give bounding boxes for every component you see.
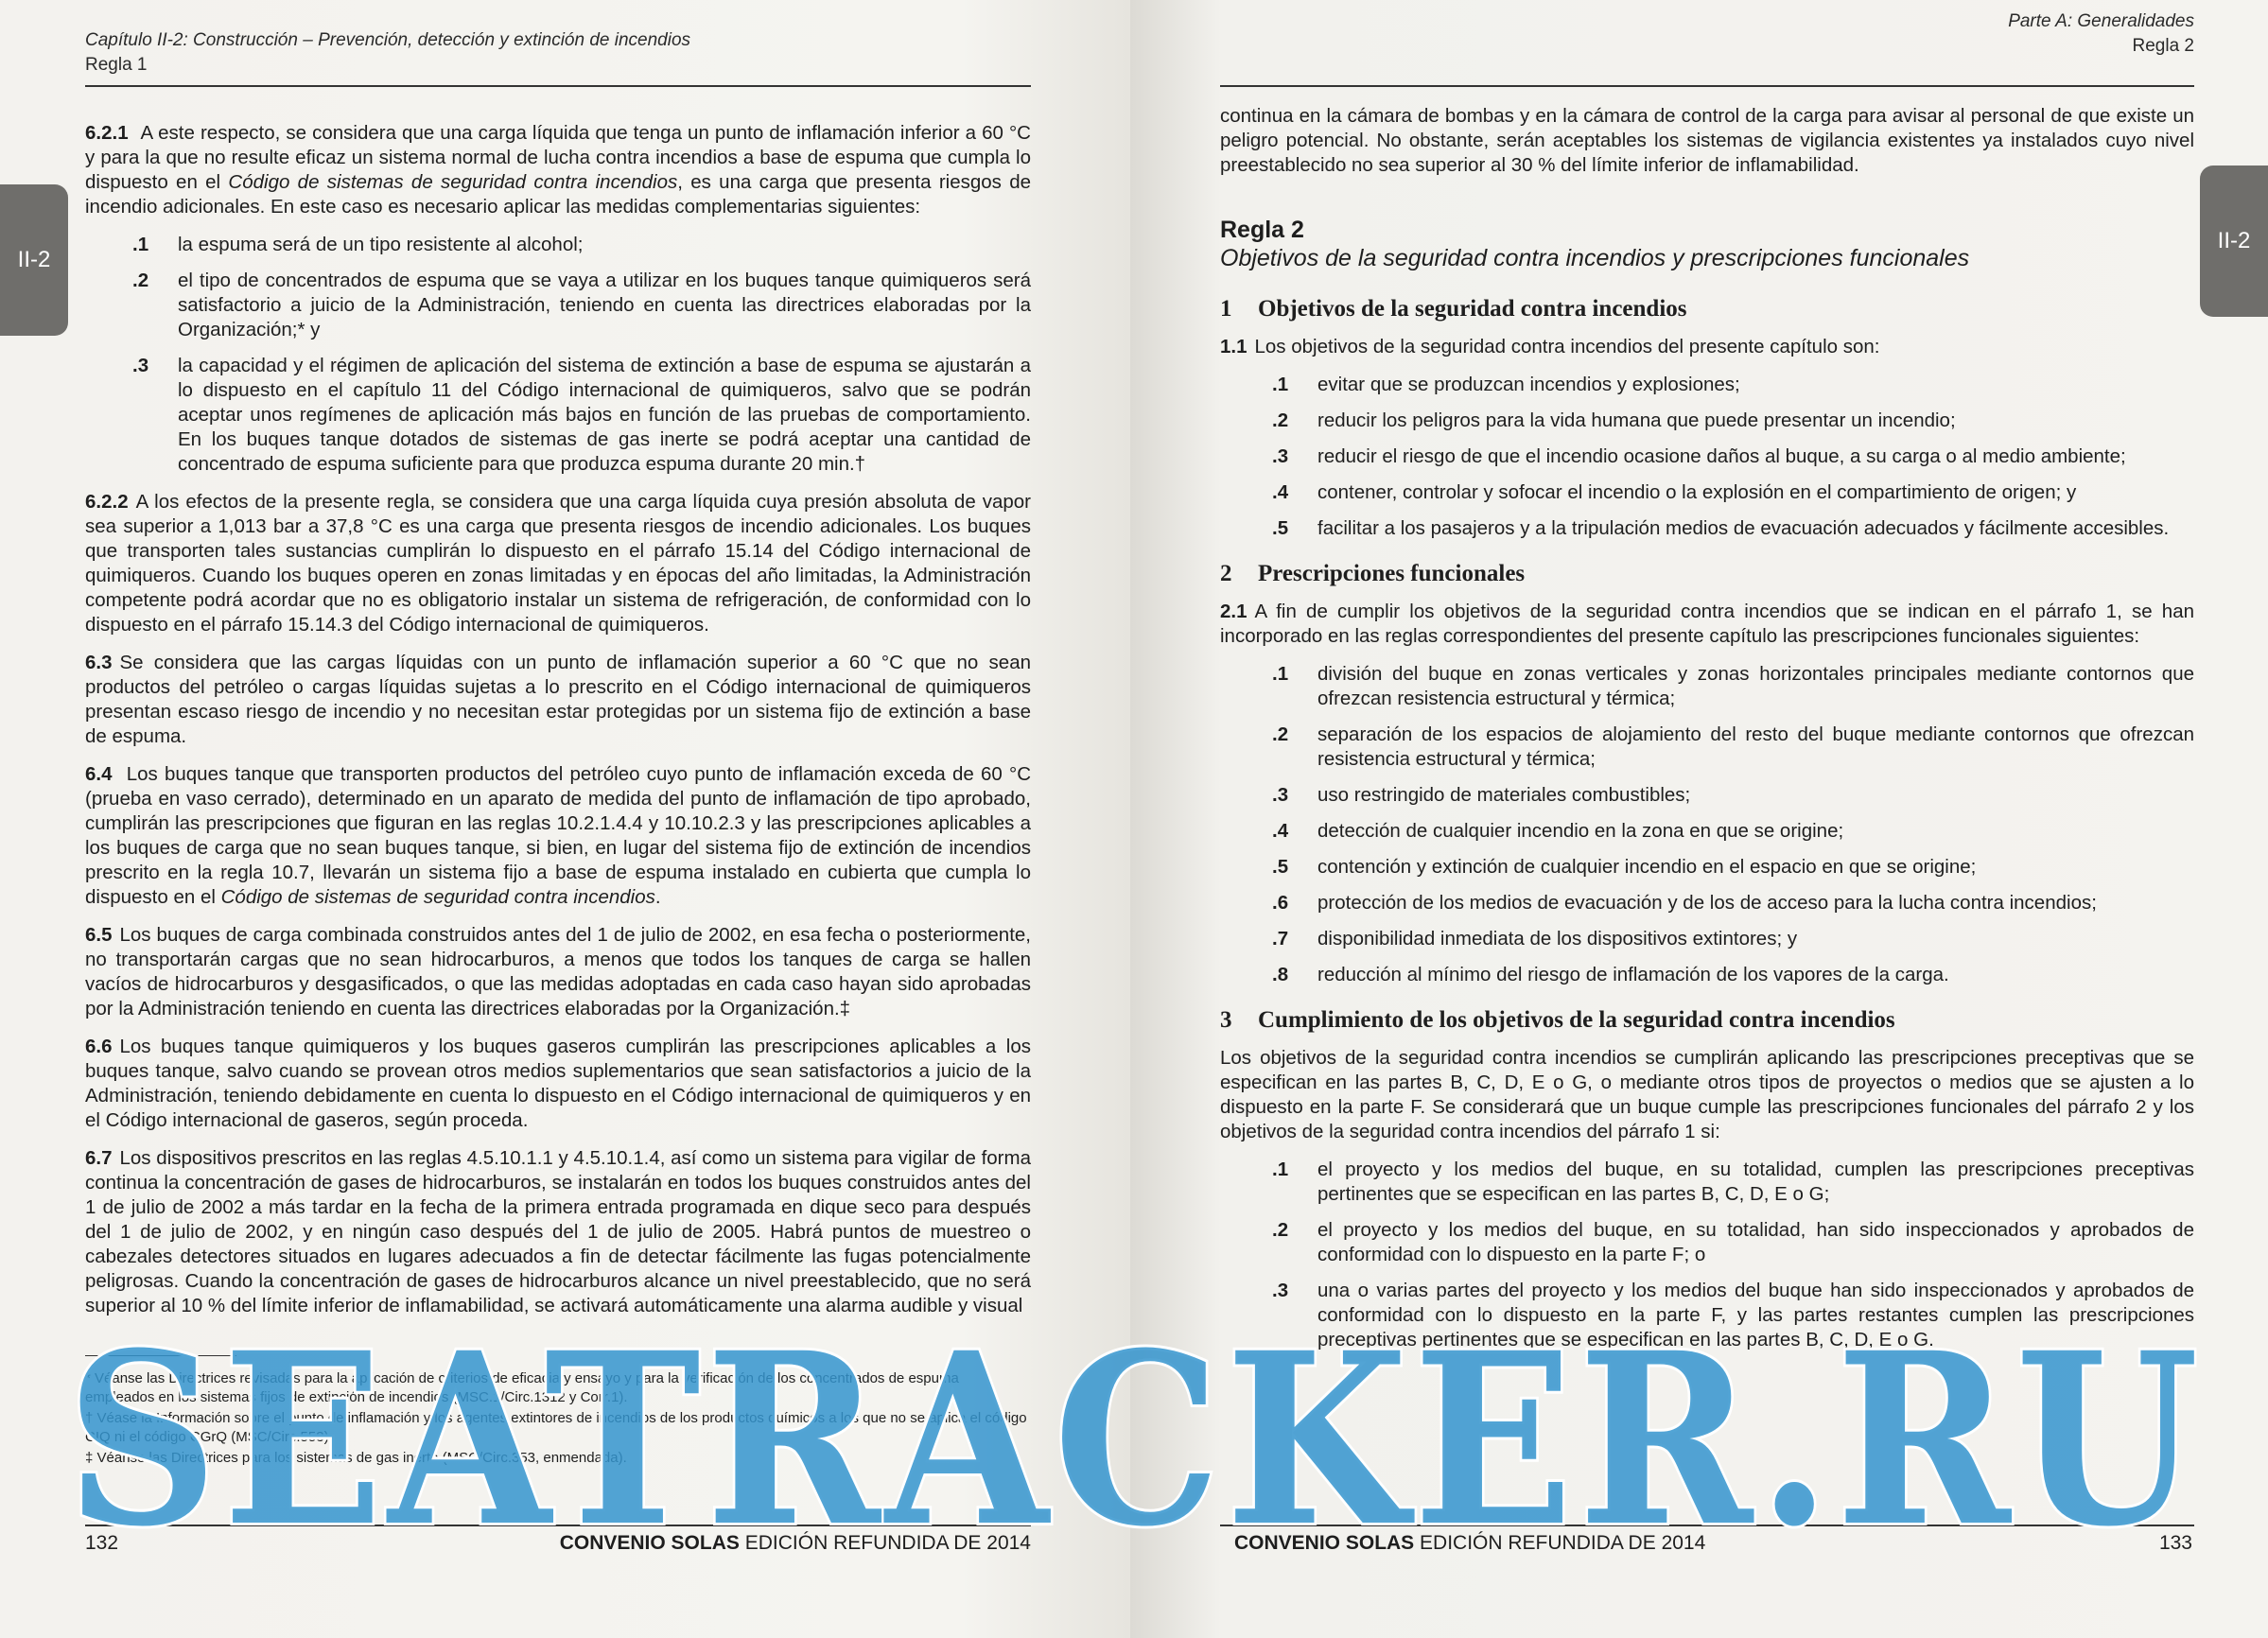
- paragraph-text: Los buques de carga combinada construidos antes del 1 de julio de 2002, en esa fecha o posteriormente, no transportarán cargas que no sean hidrocarburos, a menos que todos los tanques de carga se hallen vacíos de hidrocarburos y desgasificados, o que las medidas adoptadas en cada caso hayan sido aprobadas por la Administración teniendo en cuenta las directrices elaboradas por la Organización.‡: [85, 924, 1031, 1019]
- paragraph-text: .: [654, 886, 661, 908]
- list-marker: .3: [1272, 784, 1289, 806]
- footnotes: [85, 1369, 1031, 1470]
- list-item: [1220, 855, 2194, 880]
- list-marker: .1: [1272, 663, 1289, 685]
- paragraph-3: Los objetivos de la seguridad contra incendios se cumplirán aplicando las prescripciones preceptivas que se especifican en las partes B, C, D, E o G, o mediante otros tipos de proyectos o medios que se ajusten a lo dispuesto en la parte F. Se considerará que un buque cumple las prescripciones funcionales del párrafo 2 y los objetivos de la seguridad contra incendios del párrafo 1 si:: [1220, 1047, 2194, 1142]
- list-item: [1220, 373, 2194, 397]
- header-divider: [1220, 85, 2194, 87]
- list-item: [1220, 480, 2194, 505]
- section-number: 2: [1220, 561, 1232, 586]
- header-rule-label: Regla 2: [2132, 36, 2194, 56]
- list-item: [1220, 891, 2194, 915]
- paragraph-number: 6.5: [85, 924, 113, 946]
- footer-title-right: [1234, 1532, 1705, 1555]
- list-text: reducir el riesgo de que el incendio ocasione daños al buque, a su carga o al medio ambiente;: [1317, 445, 2126, 467]
- paragraph-6-3: [85, 651, 1031, 749]
- footnote: ‡ Véanse las Directrices para los sistemas de gas inerte (MSC/Circ.353, enmendada).: [85, 1450, 627, 1466]
- list-text: reducir los peligros para la vida humana que puede presentar un incendio;: [1317, 410, 1956, 431]
- footer-title-bold: CONVENIO SOLAS: [559, 1532, 740, 1554]
- footer-title-rest: EDICIÓN REFUNDIDA DE 2014: [1414, 1532, 1706, 1554]
- list-marker: .5: [1272, 517, 1289, 539]
- list-marker: .7: [1272, 928, 1289, 950]
- running-header-right: [2008, 9, 2194, 59]
- list-item: [1220, 927, 2194, 951]
- paragraph-text: A fin de cumplir los objetivos de la seguridad contra incendios que se indican en el párrafo 1, se han incorporado en las reglas correspondientes del presente capítulo las prescripciones funcionales siguientes:: [1220, 601, 2194, 647]
- left-body: [85, 121, 1031, 1332]
- paragraph-text: Los dispositivos prescritos en las reglas 4.5.10.1.1 y 4.5.10.1.4, así como un sistema para vigilar de forma continua la concentración de gases de hidrocarburos, se instalarán en todos los buques construidos antes del 1 de julio de 2002 a más tardar en la fecha de la primera entrada programada en dique seco para después del 1 de julio de 2002, y en ningún caso después del 1 de julio de 2005. Habrá puntos de muestreo o cabezales detectores situados en lugares adecuados a fin de detectar fácilmente las fugas potencialmente peligrosas. Cuando la concentración de gases de hidrocarburos alcance un nivel preestablecido, que no será superior al 10 % del límite inferior de inflamabilidad, se activará automáticamente una alarma audible y visual: [85, 1147, 1031, 1316]
- list-text: el tipo de concentrados de espuma que se vaya a utilizar en los buques tanque quimiqueros será satisfactorio a juicio de la Administración, teniendo en cuenta las directrices elaboradas por la Organización;* y: [178, 270, 1031, 340]
- list-3: [1220, 1158, 2194, 1352]
- section-number: 1: [1220, 296, 1232, 322]
- right-body: [1220, 104, 2194, 1366]
- list-1-1: [1220, 373, 2194, 541]
- paragraph-1-1: [1220, 335, 2194, 359]
- list-2-1: [1220, 662, 2194, 987]
- header-part: Parte A: Generalidades: [2008, 11, 2194, 31]
- list-marker: .1: [132, 234, 149, 255]
- rule-title: Regla 2: [1220, 217, 1304, 243]
- list-marker: .3: [1272, 1280, 1289, 1301]
- list-item: [1220, 819, 2194, 844]
- paragraph-number: 6.7: [85, 1147, 113, 1169]
- list-text: contener, controlar y sofocar el incendio o la explosión en el compartimiento de origen; y: [1317, 481, 2077, 503]
- list-item: [85, 269, 1031, 342]
- list-text: disponibilidad inmediata de los dispositivos extintores; y: [1317, 928, 1798, 950]
- list-item: [1220, 783, 2194, 808]
- paragraph-6-7: [85, 1146, 1031, 1318]
- list-marker: .1: [1272, 374, 1289, 395]
- right-page: [1130, 0, 2268, 1638]
- watermark-text: SEATRACKER.RU: [66, 1310, 2204, 1546]
- header-rule-label: Regla 1: [85, 55, 148, 75]
- page-number-left: 132: [85, 1532, 119, 1554]
- list-text: evitar que se produzcan incendios y explosiones;: [1317, 374, 1740, 395]
- list-text: la espuma será de un tipo resistente al alcohol;: [178, 234, 584, 255]
- running-header-left: [85, 28, 690, 78]
- paragraph-6-5: [85, 923, 1031, 1021]
- list-item: [1220, 963, 2194, 987]
- chapter-tab-left: II-2: [0, 184, 68, 336]
- list-marker: .2: [1272, 1219, 1289, 1241]
- paragraph-number: 1.1: [1220, 336, 1247, 357]
- section-title: Prescripciones funcionales: [1258, 561, 1526, 586]
- list-item: [1220, 516, 2194, 541]
- list-text: una o varias partes del proyecto y los medios del buque han sido inspeccionados y aprobados de conformidad con lo dispuesto en la parte F, y las partes restantes cumplen las prescripciones preceptivas pertinentes que se especifican en las partes B, C, D, E o G.: [1317, 1280, 2194, 1350]
- footnote: * Véanse las Directrices revisadas para la aplicación de criterios de eficacia y ensayo y para la verificación de los concentrados de espuma empleados en los sistemas fijos de extinción de incendios (MSC.1/Circ.1312 y Corr.1).: [85, 1370, 959, 1405]
- list-item: [1220, 444, 2194, 469]
- paragraph-text: Se considera que las cargas líquidas con un punto de inflamación superior a 60 °C que no sean productos del petróleo o cargas líquidas sujetas a lo prescrito en el Código internacional de quimiqueros presentan escaso riesgo de incendio y no necesitan estar protegidas por un sistema fijo de extinción a base de espuma.: [85, 652, 1031, 747]
- list-item: [1220, 662, 2194, 711]
- footer-title-left: [560, 1532, 1031, 1555]
- section-heading-1: [1220, 295, 2194, 323]
- list-marker: .2: [1272, 410, 1289, 431]
- footer-title-rest: EDICIÓN REFUNDIDA DE 2014: [739, 1532, 1031, 1554]
- footer-divider: [85, 1525, 1031, 1526]
- paragraph-number: 2.1: [1220, 601, 1247, 622]
- paragraph-number: 6.3: [85, 652, 113, 673]
- chapter-tab-right: II-2: [2200, 166, 2268, 317]
- rule-subtitle: Objetivos de la seguridad contra incendios y prescripciones funcionales: [1220, 245, 1970, 271]
- list-item: [1220, 723, 2194, 772]
- paragraph-6-2-1: [85, 121, 1031, 219]
- list-text: separación de los espacios de alojamiento del resto del buque mediante contornos que ofrezcan resistencia estructural y térmica;: [1317, 723, 2194, 770]
- list-text: facilitar a los pasajeros y a la tripulación medios de evacuación adecuados y fácilmente accesibles.: [1317, 517, 2170, 539]
- list-marker: .2: [1272, 723, 1289, 745]
- code-reference: Código de sistemas de seguridad contra incendios: [228, 171, 678, 193]
- list-text: contención y extinción de cualquier incendio en el espacio en que se origine;: [1317, 856, 1977, 878]
- section-heading-3: [1220, 1006, 2194, 1035]
- list-marker: .6: [1272, 892, 1289, 914]
- list-marker: .3: [132, 355, 149, 376]
- paragraph-text: Los buques tanque quimiqueros y los buques gaseros cumplirán las prescripciones aplicables a los buques tanque, salvo cuando se provean otros medios suplementarios que sean satisfactorios a juicio de la Administración, teniendo debidamente en cuenta lo dispuesto en el Código internacional de quimiqueros y en el Código internacional de gaseros, según proceda.: [85, 1036, 1031, 1131]
- list-item: [1220, 1279, 2194, 1352]
- paragraph-text: Los buques tanque que transporten productos del petróleo cuyo punto de inflamación exceda de 60 °C (prueba en vaso cerrado), determinado en un aparato de medida del punto de inflamación de tipo aprobado, cumplirán las prescripciones que figuran en las reglas 10.2.1.4.4 y 10.10.2.3 y las prescripciones aplicables a los buques de carga que no sean buques tanque, si bien, en lugar del sistema fijo de extinción de incendios prescrito en la regla 10.7, llevarán un sistema fijo a base de espuma instalado en cubierta que cumpla lo dispuesto en el: [85, 763, 1032, 908]
- footnote: † Véase la Información sobre el punto de inflamación y los agentes extintores de incendios de los productos químicos a los que no se aplica el código CIQ ni el código CGrQ (MSC/Circ.553).: [85, 1410, 1027, 1445]
- list-text: el proyecto y los medios del buque, en su totalidad, han sido inspeccionados y aprobados de conformidad con lo dispuesto en la parte F; o: [1317, 1219, 2194, 1265]
- section-number: 3: [1220, 1007, 1232, 1033]
- list-item: [85, 354, 1031, 477]
- list-marker: .5: [1272, 856, 1289, 878]
- page-number-right: 133: [2158, 1532, 2192, 1554]
- header-chapter: Capítulo II-2: Construcción – Prevención, detección y extinción de incendios: [85, 30, 691, 50]
- list-text: protección de los medios de evacuación y de los de acceso para la lucha contra incendios;: [1317, 892, 2097, 914]
- list-text: división del buque en zonas verticales y zonas horizontales principales mediante contornos que ofrezcan resistencia estructural y térmica;: [1317, 663, 2194, 709]
- list-item: [1220, 409, 2194, 433]
- list-text: reducción al mínimo del riesgo de inflamación de los vapores de la carga.: [1317, 964, 1949, 985]
- paragraph-number: 6.6: [85, 1036, 113, 1057]
- list-marker: .1: [1272, 1159, 1289, 1180]
- list-item: [85, 233, 1031, 257]
- section-title: Objetivos de la seguridad contra incendios: [1258, 296, 1687, 322]
- list-text: el proyecto y los medios del buque, en su totalidad, cumplen las prescripciones preceptivas pertinentes que se especifican en las partes B, C, D, E o G;: [1317, 1159, 2194, 1205]
- footnote-divider: [85, 1355, 236, 1356]
- list-marker: .3: [1272, 445, 1289, 467]
- paragraph-number: 6.4: [85, 763, 113, 785]
- list-6-2-1: [85, 233, 1031, 477]
- paragraph-text: A este respecto, se considera que una carga líquida que tenga un punto de inflamación inferior a 60 °C y para la que no resulte eficaz un sistema normal de lucha contra incendios a base de espuma que cumpla lo dispuesto en el: [85, 122, 1031, 193]
- list-text: uso restringido de materiales combustibles;: [1317, 784, 1691, 806]
- list-marker: .2: [132, 270, 149, 291]
- header-divider: [85, 85, 1031, 87]
- paragraph-number: 6.2.2: [85, 491, 129, 513]
- paragraph-text: A los efectos de la presente regla, se considera que una carga líquida cuya presión absoluta de vapor sea superior a 1,013 bar a 37,8 °C es una carga que presenta riesgos de incendio adicionales. Los buques que transporten tales sustancias cumplirán lo dispuesto en el párrafo 15.14 del Código internacional de quimiqueros. Cuando los buques operen en zonas limitadas y en épocas del año limitadas, la Administración competente podrá acordar que no es obligatorio instalar un sistema de refrigeración, de conformidad con lo dispuesto en el párrafo 15.14.3 del Código internacional de quimiqueros.: [85, 491, 1031, 636]
- paragraph-6-6: [85, 1035, 1031, 1133]
- list-item: [1220, 1218, 2194, 1267]
- paragraph-text: Los objetivos de la seguridad contra incendios del presente capítulo son:: [1254, 336, 1880, 357]
- paragraph-number: 6.2.1: [85, 122, 129, 144]
- footer-title-bold: CONVENIO SOLAS: [1234, 1532, 1415, 1554]
- section-title: Cumplimiento de los objetivos de la seguridad contra incendios: [1258, 1007, 1895, 1033]
- code-reference: Código de sistemas de seguridad contra incendios: [220, 886, 655, 908]
- paragraph-6-2-2: [85, 490, 1031, 637]
- section-heading-2: [1220, 560, 2194, 588]
- continuation-paragraph: continua en la cámara de bombas y en la cámara de control de la carga para avisar al personal de que existe un peligro potencial. No obstante, serán aceptables los sistemas de vigilancia existentes ya instalados cuyo nivel preestablecido no sea superior al 30 % del límite inferior de inflamabilidad.: [1220, 105, 2194, 176]
- paragraph-text: , es una carga que presenta riesgos de incendio adicionales. En este caso es necesario aplicar las medidas complementarias siguientes:: [85, 171, 1032, 218]
- list-marker: .8: [1272, 964, 1289, 985]
- list-item: [1220, 1158, 2194, 1207]
- left-page: [0, 0, 1130, 1638]
- list-text: detección de cualquier incendio en la zona en que se origine;: [1317, 820, 1844, 842]
- footer-divider: [1220, 1525, 2194, 1526]
- paragraph-6-4: [85, 762, 1031, 910]
- list-marker: .4: [1272, 481, 1289, 503]
- paragraph-2-1: [1220, 600, 2194, 649]
- list-text: la capacidad y el régimen de aplicación del sistema de extinción a base de espuma se ajustarán a lo dispuesto en el capítulo 11 del Código internacional de quimiqueros, salvo que se podrán aceptar unos regímenes de aplicación más bajos en función de las pruebas de comportamiento. En los buques tanque dotados de sistemas de gas inerte se podrá aceptar una cantidad de concentrado de espuma suficiente para que produzca espuma durante 20 min.†: [178, 355, 1031, 475]
- list-marker: .4: [1272, 820, 1289, 842]
